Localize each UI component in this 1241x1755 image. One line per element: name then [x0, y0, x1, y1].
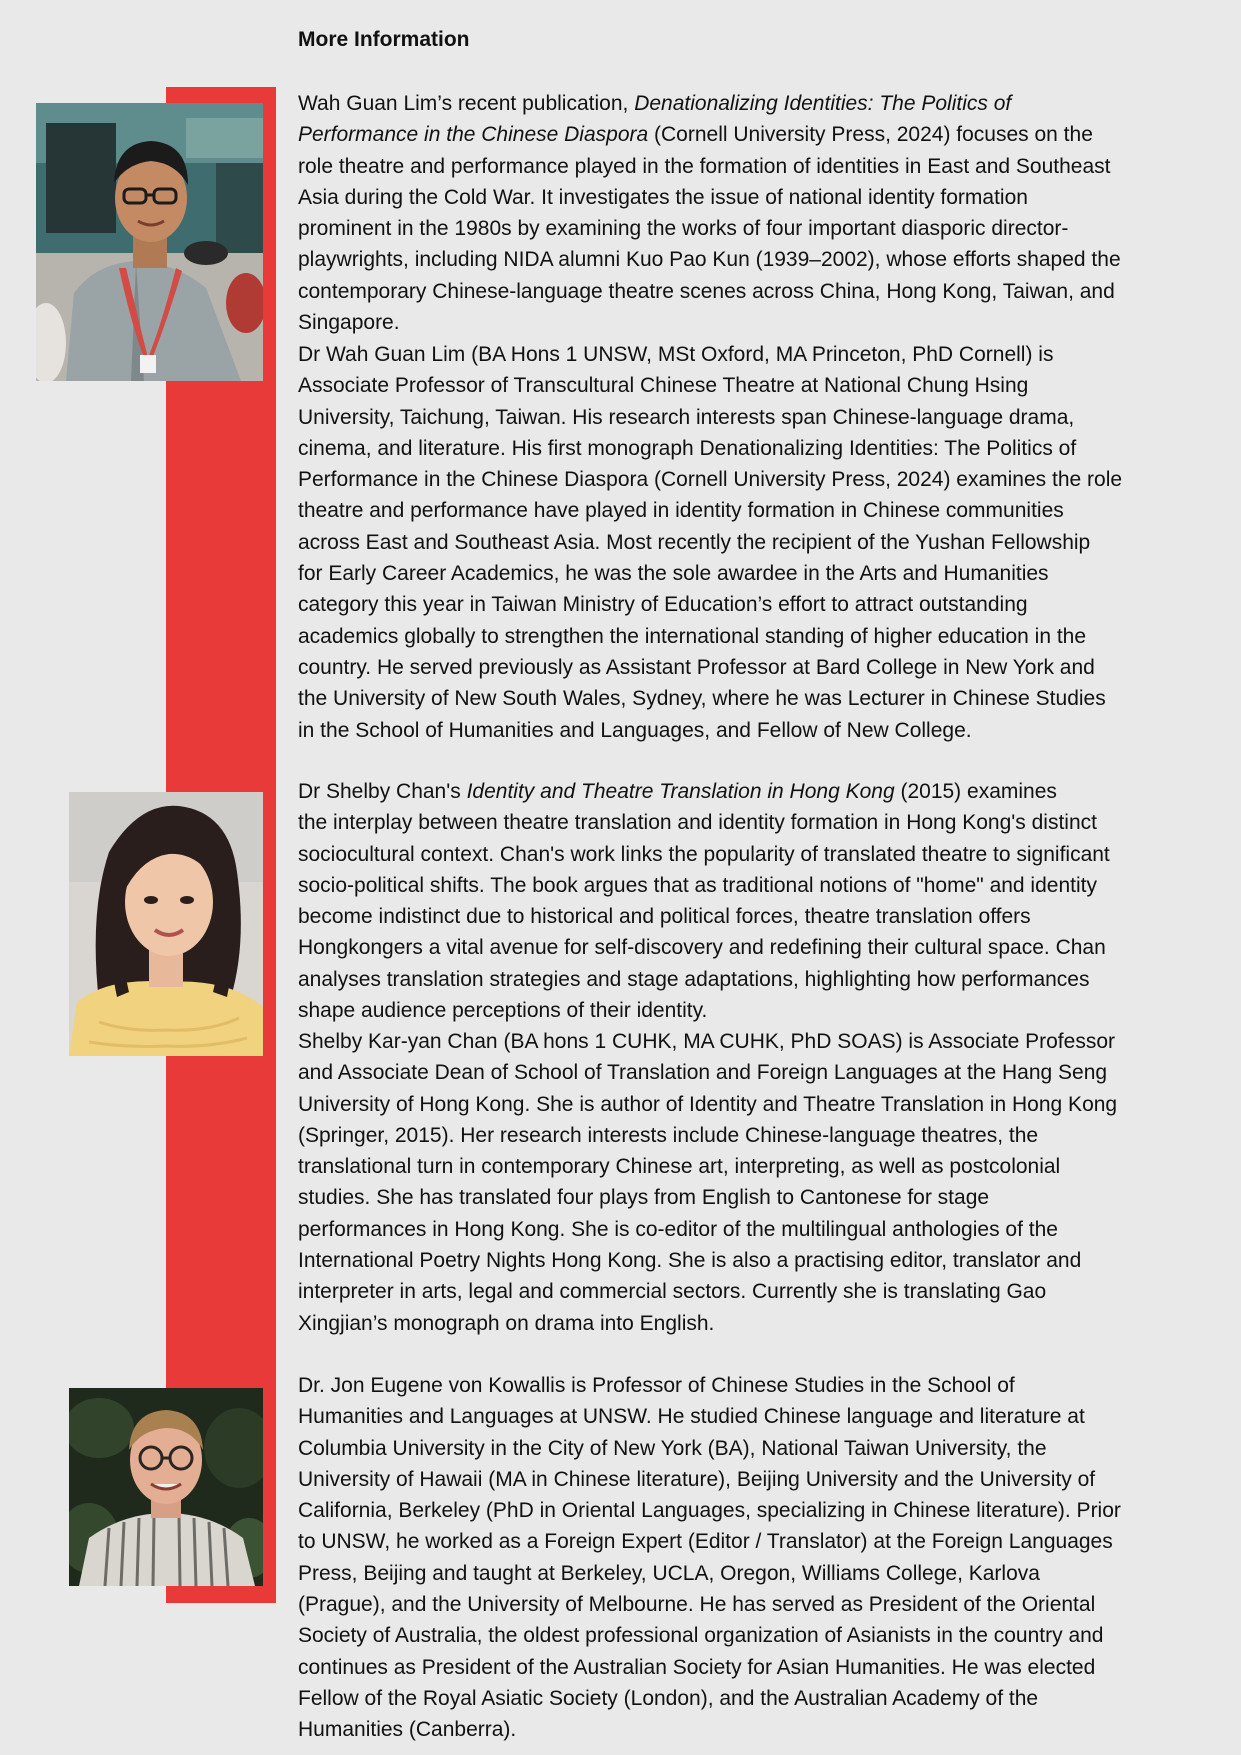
text-line: the interplay between theatre translation and identity formation in Hong Kong's distinct [298, 811, 1097, 835]
portrait-photo-lim [36, 103, 263, 381]
text-line: in the School of Humanities and Languages, and Fellow of New College. [298, 718, 972, 742]
text-line: Fellow of the Royal Asiatic Society (London), and the Australian Academy of the [298, 1686, 1039, 1710]
text-line: Hongkongers a vital avenue for self-discovery and redefining their cultural space. Chan [298, 936, 1106, 960]
text-line: Shelby Kar-yan Chan (BA hons 1 CUHK, MA CUHK, PhD SOAS) is Associate Professor [298, 1030, 1115, 1053]
text-line: for Early Career Academics, he was the sole awardee in the Arts and Humanities [298, 562, 1049, 586]
book-title: Performance in the Chinese Diaspora [298, 123, 649, 147]
text-line: Columbia University in the City of New York (BA), National Taiwan University, the [298, 1436, 1047, 1460]
text-line: performances in Hong Kong. She is co-editor of the multilingual anthologies of the [298, 1217, 1058, 1241]
text-line [298, 88, 1203, 119]
text-line [298, 119, 1203, 150]
text-line: become indistinct due to historical and political forces, theatre translation offers [298, 905, 1031, 929]
section-heading: More Information [298, 28, 470, 51]
paragraph-chan-publication [298, 776, 1203, 1026]
text-line: and Associate Dean of School of Translation and Foreign Languages at the Hang Seng [298, 1061, 1108, 1085]
text-line: California, Berkeley (PhD in Oriental Languages, specializing in Chinese literature). Prior [298, 1499, 1121, 1523]
paragraph-lim-publication [298, 88, 1203, 338]
text-line: Humanities and Languages at UNSW. He studied Chinese language and literature at [298, 1405, 1085, 1429]
book-title: Identity and Theatre Translation in Hong Kong [466, 780, 895, 803]
text-line: interpreter in arts, legal and commercial sectors. Currently she is translating Gao [298, 1280, 1047, 1304]
text-line [298, 776, 1203, 807]
book-title: Denationalizing Identities: The Politics of [634, 92, 1012, 115]
text-line: the University of New South Wales, Sydney, where he was Lecturer in Chinese Studies [298, 687, 1106, 711]
text-line: Asia during the Cold War. It investigates the issue of national identity formation [298, 185, 1028, 209]
text-line: Dr. Jon Eugene von Kowallis is Professor of Chinese Studies in the School of [298, 1374, 1015, 1397]
text-line: country. He served previously as Assistant Professor at Bard College in New York and [298, 655, 1095, 679]
text-line: Humanities (Canberra). [298, 1718, 517, 1742]
text-line: Associate Professor of Transcultural Chinese Theatre at National Chung Hsing [298, 374, 1029, 398]
text-span: (Cornell University Press, 2024) focuses on the [648, 123, 1093, 147]
text-line: across East and Southeast Asia. Most recently the recipient of the Yushan Fellowship [298, 530, 1091, 554]
text-line: University of Hawaii (MA in Chinese literature), Beijing University and the University of [298, 1467, 1096, 1491]
paragraph-lim-bio [298, 339, 1203, 746]
text-line: to UNSW, he worked as a Foreign Expert (Editor / Translator) at the Foreign Languages [298, 1530, 1113, 1554]
text-span: (2015) examines [894, 780, 1057, 803]
text-line: University, Taichung, Taiwan. His research interests span Chinese-language drama, [298, 405, 1075, 429]
text-line: Singapore. [298, 311, 400, 335]
text-line: International Poetry Nights Hong Kong. She is also a practising editor, translator and [298, 1249, 1082, 1273]
text-line: analyses translation strategies and stage adaptations, highlighting how performances [298, 967, 1090, 991]
text-line: sociocultural context. Chan's work links the popularity of translated theatre to significant [298, 842, 1110, 866]
text-line: continues as President of the Australian Society for Asian Humanities. He was elected [298, 1655, 1096, 1679]
text-span: Wah Guan Lim’s recent publication, [298, 92, 635, 115]
text-span: Dr Shelby Chan's [298, 780, 467, 803]
text-line: cinema, and literature. His first monograph Denationalizing Identities: The Politics of [298, 436, 1077, 460]
text-line: University of Hong Kong. She is author of Identity and Theatre Translation in Hong Kong [298, 1092, 1118, 1116]
text-line: role theatre and performance played in the formation of identities in East and Southeast [298, 154, 1111, 178]
paragraph-kowallis-bio [298, 1370, 1203, 1746]
text-line: playwrights, including NIDA alumni Kuo Pao Kun (1939–2002), whose efforts shaped the [298, 248, 1121, 272]
text-line: Society of Australia, the oldest professional organization of Asianists in the country and [298, 1624, 1104, 1648]
text-line: translational turn in contemporary Chinese art, interpreting, as well as postcolonial [298, 1155, 1061, 1179]
text-line: (Prague), and the University of Melbourne. He has served as President of the Oriental [298, 1593, 1096, 1617]
text-line: academics globally to strengthen the international standing of higher education in the [298, 624, 1087, 648]
text-line: theatre and performance have played in identity formation in Chinese communities [298, 499, 1064, 523]
text-line: (Springer, 2015). Her research interests include Chinese-language theatres, the [298, 1123, 1039, 1147]
text-line: Press, Beijing and taught at Berkeley, UCLA, Oregon, Williams College, Karlova [298, 1561, 1040, 1585]
text-line: category this year in Taiwan Ministry of Education’s effort to attract outstanding [298, 593, 1028, 617]
text-line: prominent in the 1980s by examining the works of four important diasporic director- [298, 217, 1069, 241]
text-line: Performance in the Chinese Diaspora (Cornell University Press, 2024) examines the role [298, 468, 1123, 492]
portrait-photo-chan [69, 792, 263, 1056]
text-line: Xingjian’s monograph on drama into English. [298, 1311, 715, 1335]
text-line: contemporary Chinese-language theatre scenes across China, Hong Kong, Taiwan, and [298, 279, 1115, 303]
text-line: Dr Wah Guan Lim (BA Hons 1 UNSW, MSt Oxford, MA Princeton, PhD Cornell) is [298, 343, 1054, 366]
portrait-photo-kowallis [69, 1388, 263, 1586]
text-line: shape audience perceptions of their identity. [298, 999, 708, 1023]
paragraph-chan-bio [298, 1026, 1203, 1339]
text-line: socio-political shifts. The book argues that as traditional notions of "home" and identity [298, 873, 1097, 897]
text-line: studies. She has translated four plays from English to Cantonese for stage [298, 1186, 990, 1210]
